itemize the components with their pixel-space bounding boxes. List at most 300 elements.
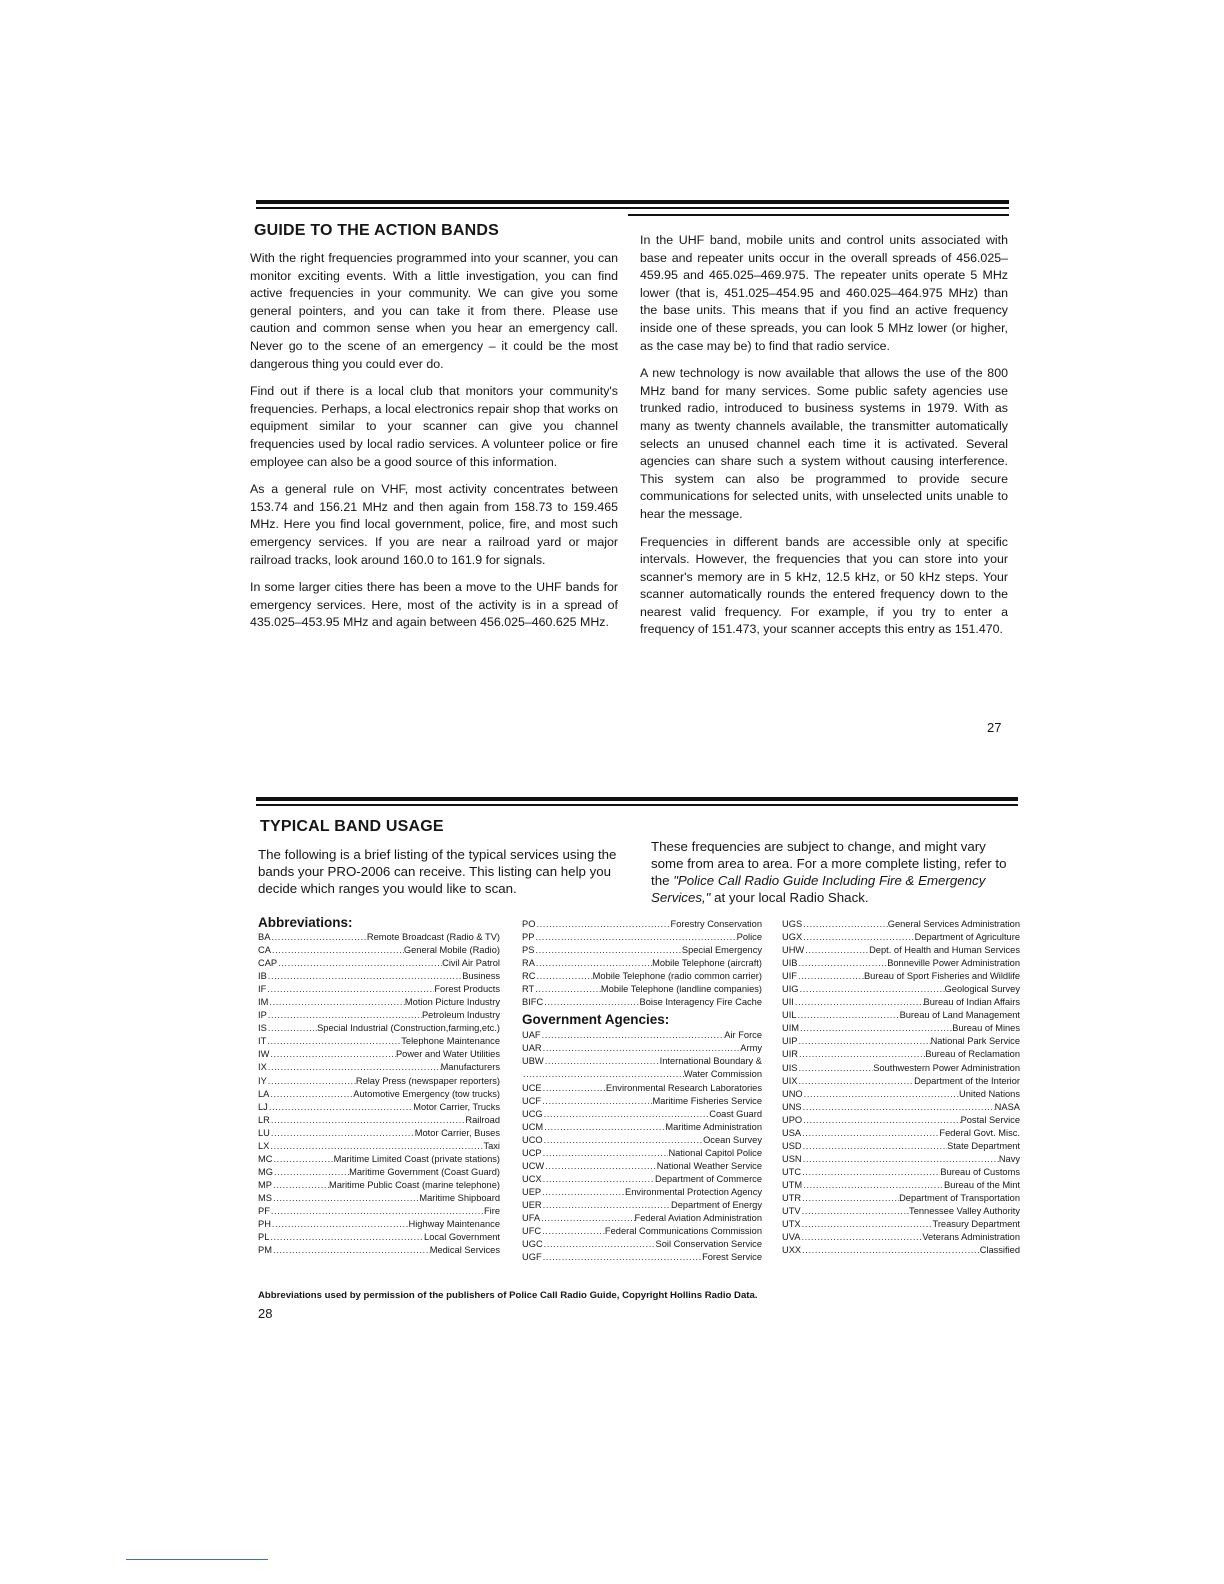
- abbr-row: [522, 983, 762, 996]
- abbr-row: [522, 931, 762, 944]
- abbr-leader-dots: [269, 1231, 424, 1244]
- guide-paragraph: With the right frequencies programmed into your scanner, you can monitor exciting events. With a little investigation, you can find active frequencies in your community. We can give you some general pointers, and you can take it from there. Please use caution and common sense when you hear an emergency call. Never go to the scene of an emergency – it could be the most dangerous thing you could ever do.: [250, 251, 618, 371]
- abbr-code: UIG: [782, 984, 799, 995]
- abbr-code: PM: [258, 1245, 272, 1256]
- abbr-description: Remote Broadcast (Radio & TV): [366, 932, 500, 942]
- abbr-description: Department of Transportation: [899, 1192, 1020, 1203]
- abbr-code: IF: [258, 984, 267, 995]
- abbr-description: Railroad: [465, 1114, 500, 1125]
- usage-intro-right-title: "Police Call Radio Guide Including Fire & Emergency Services,": [651, 873, 986, 905]
- abbr-row: [258, 983, 500, 996]
- abbr-description: Maritime Government (Coast Guard): [349, 1166, 500, 1177]
- abbr-code: PO: [522, 919, 536, 929]
- abbr-leader-dots: [543, 1134, 703, 1147]
- abbr-description: Motor Carrier, Trucks: [413, 1101, 500, 1112]
- abbr-row: [782, 996, 1020, 1009]
- abbr-code: UTM: [782, 1179, 803, 1190]
- abbr-description: Southwestern Power Administration: [873, 1062, 1020, 1073]
- abbr-leader-dots: [543, 1238, 656, 1251]
- abbr-row: [258, 1218, 500, 1231]
- abbr-row: [258, 1231, 500, 1244]
- abbr-description: Dept. of Health and Human Services: [869, 945, 1020, 956]
- abbr-row: [522, 1068, 762, 1081]
- abbr-description: Treasury Department: [932, 1219, 1020, 1230]
- abbr-description: Highway Maintenance: [408, 1219, 500, 1230]
- section-title-usage: TYPICAL BAND USAGE: [260, 818, 444, 835]
- abbr-row: [522, 1108, 762, 1121]
- abbr-leader-dots: [543, 1108, 710, 1121]
- abbr-column-1: [258, 914, 500, 1257]
- abbr-code: UAR: [522, 1043, 542, 1054]
- abbr-code: BA: [258, 932, 271, 942]
- abbr-leader-dots: [542, 1251, 702, 1264]
- abbr-row: [522, 1225, 762, 1238]
- abbr-leader-dots: [801, 1244, 980, 1257]
- abbr-leader-dots: [267, 1009, 422, 1022]
- abbr-leader-dots: [802, 1179, 944, 1192]
- header-rule-right: [628, 214, 1009, 216]
- usage-rule-top: [256, 797, 1018, 801]
- abbr-code: UIM: [782, 1023, 800, 1034]
- abbr-leader-dots: [267, 1022, 317, 1035]
- abbr-description: Bureau of Indian Affairs: [923, 997, 1020, 1008]
- abbr-row: [522, 1134, 762, 1147]
- abbr-row: [258, 996, 500, 1009]
- abbr-leader-dots: [540, 1212, 634, 1225]
- abbr-description: Maritime Administration: [665, 1121, 762, 1132]
- abbr-row: [522, 1212, 762, 1225]
- abbr-description: Taxi: [483, 1140, 500, 1151]
- abbr-code: USD: [782, 1140, 802, 1151]
- guide-paragraph: As a general rule on VHF, most activity concentrates between 153.74 and 156.21 MHz and then again from 158.73 to 159.465 MHz. Here you find local government, police, fire, and most such emergency services. If you are near a railroad yard or major railroad tracks, look around 160.0 to 161.9 for signals.: [250, 482, 618, 567]
- abbr-description: Power and Water Utilities: [395, 1049, 500, 1060]
- page-number-28: 28: [258, 1306, 273, 1321]
- abbr-description: Bureau of Land Management: [899, 1010, 1020, 1021]
- abbr-description: National Capitol Police: [668, 1147, 762, 1158]
- abbr-code: IX: [258, 1062, 267, 1073]
- abbr-row: [782, 1022, 1020, 1035]
- abbr-leader-dots: [270, 1205, 484, 1218]
- abbr-code: UGF: [522, 1252, 542, 1263]
- abbr-code: UCP: [522, 1147, 542, 1158]
- abbr-row: [258, 1192, 500, 1205]
- abbr-row: [522, 1173, 762, 1186]
- abbr-leader-dots: [798, 1062, 874, 1075]
- abbr-code: LX: [258, 1140, 270, 1151]
- abbr-leader-dots: [804, 944, 869, 957]
- abbr-row: [522, 1238, 762, 1251]
- abbr-description: Department of Energy: [671, 1199, 762, 1210]
- abbr-leader-dots: [266, 983, 434, 996]
- abbr-leader-dots: [541, 1225, 605, 1238]
- abbr-leader-dots: [543, 1121, 665, 1134]
- section-title-guide: GUIDE TO THE ACTION BANDS: [254, 222, 500, 239]
- abbr-row: [522, 1251, 762, 1264]
- abbr-row: [522, 918, 762, 931]
- abbr-description: Special Emergency: [681, 945, 762, 956]
- abbr-leader-dots: [802, 1153, 999, 1166]
- abbr-code: IP: [258, 1010, 267, 1021]
- abbr-row: [258, 1035, 500, 1048]
- abbr-leader-dots: [268, 996, 405, 1009]
- abbr-code: IT: [258, 1036, 267, 1047]
- abbr-code: LU: [258, 1127, 270, 1138]
- abbr-description: Bureau of Customs: [940, 1166, 1020, 1177]
- abbr-row: [782, 1153, 1020, 1166]
- abbr-description: Navy: [998, 1153, 1020, 1164]
- abbr-row: [258, 1166, 500, 1179]
- abbr-code: UCE: [522, 1082, 542, 1093]
- abbr-leader-dots: [542, 1199, 671, 1212]
- abbr-description: Mobile Telephone (radio common carrier): [592, 971, 762, 982]
- guide-paragraph: Find out if there is a local club that monitors your community's frequencies. Perhaps, a local electronics repair shop that works on equipment similar to your scanner can give you channel frequencies used by local radio services. A volunteer police or fire employee can also be a good source of this information.: [250, 384, 618, 469]
- abbr-code: LR: [258, 1114, 270, 1125]
- abbr-row: [258, 1075, 500, 1088]
- abbr-code: MC: [258, 1153, 273, 1164]
- abbr-list-2b: [522, 1029, 762, 1264]
- abbr-row: [258, 931, 500, 944]
- abbr-code: UGC: [522, 1239, 543, 1250]
- abbr-row: [782, 1075, 1020, 1088]
- abbr-row: [782, 970, 1020, 983]
- abbr-code: UAF: [522, 1030, 541, 1041]
- abbr-code: MS: [258, 1192, 272, 1203]
- abbr-description: Forest Service: [702, 1252, 762, 1263]
- guide-paragraph: In the UHF band, mobile units and control units associated with base and repeater units occur in the overall spreads of 456.025–459.95 and 465.025–469.975. The repeater units operate 5 MHz lower (that is, 451.025–454.95 and 460.025–464.975 MHz) than the base units. This means that if you find an active frequency inside one of these spreads, you can look 5 MHz lower (or higher, as the case may be) to find that radio service.: [640, 233, 1008, 353]
- abbr-row: [782, 1009, 1020, 1022]
- abbr-code: USA: [782, 1127, 802, 1138]
- abbr-code: LJ: [258, 1101, 268, 1112]
- abbr-description: Air Force: [724, 1030, 762, 1041]
- abbr-leader-dots: [268, 1101, 413, 1114]
- abbr-description: Geological Survey: [944, 984, 1020, 995]
- abbr-row: [522, 957, 762, 970]
- abbr-code: IS: [258, 1023, 267, 1034]
- abbr-leader-dots: [801, 1166, 940, 1179]
- abbr-code: RT: [522, 984, 535, 995]
- abbr-row: [782, 1218, 1020, 1231]
- abbr-description: National Park Service: [930, 1036, 1020, 1047]
- abbr-code: UCG: [522, 1108, 543, 1119]
- abbr-leader-dots: [270, 1114, 465, 1127]
- abbr-row: [782, 1114, 1020, 1127]
- abbr-description: Police: [736, 932, 762, 943]
- abbr-list-3: [782, 918, 1020, 1257]
- abbr-code: PP: [522, 932, 535, 943]
- abbr-row: [522, 1082, 762, 1095]
- abbr-row: [258, 1127, 500, 1140]
- abbr-leader-dots: [798, 1075, 915, 1088]
- abbr-leader-dots: [270, 1127, 415, 1140]
- abbr-code: UFA: [522, 1212, 541, 1223]
- abbr-row: [522, 1095, 762, 1108]
- abbr-row: [782, 983, 1020, 996]
- abbr-list-1: [258, 931, 500, 1257]
- abbr-leader-dots: [272, 1244, 430, 1257]
- abbr-code: UGS: [782, 919, 803, 929]
- abbr-code: UTR: [782, 1192, 802, 1203]
- abbr-description: National Weather Service: [656, 1160, 762, 1171]
- abbr-code: UCX: [522, 1173, 542, 1184]
- abbr-code: UCM: [522, 1121, 544, 1132]
- abbr-description: International Boundary &: [659, 1056, 762, 1067]
- usage-intro-right-end: at your local Radio Shack.: [710, 890, 869, 905]
- abbr-description: General Mobile (Radio): [403, 945, 500, 956]
- usage-intro-text: The following is a brief listing of the typical services using the bands your PRO-2006 can receive. This listing can help you decide which ranges you would like to scan.: [258, 847, 617, 896]
- abbr-leader-dots: [802, 918, 888, 931]
- abbr-description: Bureau of the Mint: [944, 1179, 1020, 1190]
- footnote: Abbreviations used by permission of the publishers of Police Call Radio Guide, Copyright Hollins Radio Data.: [258, 1290, 758, 1301]
- abbr-row: [522, 970, 762, 983]
- abbr-leader-dots: [799, 983, 945, 996]
- abbr-description: Tennessee Valley Authority: [909, 1206, 1020, 1217]
- abbr-description: Water Commission: [683, 1069, 762, 1080]
- abbr-leader-dots: [534, 983, 601, 996]
- abbr-row: [782, 1179, 1020, 1192]
- abbr-code: UIB: [782, 958, 798, 969]
- abbr-code: UTX: [782, 1219, 801, 1230]
- abbr-row: [782, 1048, 1020, 1061]
- abbr-code: UHW: [782, 945, 805, 956]
- abbr-row: [258, 1009, 500, 1022]
- abbr-leader-dots: [534, 944, 681, 957]
- guide-paragraph: A new technology is now available that allows the use of the 800 MHz band for many services. Some public safety agencies use trunked radio, introduced to business systems in 1979. With as many as twenty channels available, the transmitter automatically selects an unused channel each time it is activated. Several agencies can share such a system without causing interference. This system can also be programmed to provide secure communications for selected units, with unselected units unable to hear the message.: [640, 366, 1008, 521]
- abbr-code: PF: [258, 1205, 270, 1216]
- abbr-row: [522, 1160, 762, 1173]
- abbr-code: UIS: [782, 1062, 798, 1073]
- abbr-description: Relay Press (newspaper reporters): [355, 1075, 500, 1086]
- abbr-leader-dots: [535, 918, 670, 931]
- abbr-leader-dots: [277, 957, 442, 970]
- abbr-description: State Department: [947, 1140, 1020, 1151]
- abbr-code: RC: [522, 971, 536, 982]
- abbr-description: Postal Service: [960, 1114, 1020, 1125]
- abbr-leader-dots: [542, 1042, 741, 1055]
- abbr-description: Petroleum Industry: [421, 1010, 500, 1021]
- abbr-row: [522, 1055, 762, 1068]
- abbr-leader-dots: [270, 931, 366, 944]
- abbr-description: Manufacturers: [440, 1062, 500, 1073]
- abbr-row: [258, 1048, 500, 1061]
- guide-right-column: [640, 232, 1008, 649]
- abbr-description: Motor Carrier, Buses: [414, 1127, 500, 1138]
- abbr-code: UII: [782, 997, 794, 1008]
- abbr-code: IB: [258, 971, 267, 982]
- usage-intro-text-right: [651, 838, 1019, 906]
- abbr-row: [782, 944, 1020, 957]
- abbr-description: Federal Aviation Administration: [634, 1212, 762, 1223]
- abbr-leader-dots: [266, 1035, 401, 1048]
- abbr-code: UNO: [782, 1088, 803, 1099]
- abbr-row: [258, 1205, 500, 1218]
- guide-paragraph: Frequencies in different bands are accessible only at specific intervals. However, the frequencies that you can store into your scanner's memory are in 5 kHz, 12.5 kHz, or 50 kHz steps. Your scanner automatically rounds the entered frequency down to the nearest valid frequency. For example, if you try to enter a frequency of 151.473, your scanner accepts this entry as 151.470.: [640, 534, 1008, 637]
- abbr-leader-dots: [801, 1205, 909, 1218]
- abbr-leader-dots: [798, 957, 888, 970]
- abbr-row: [782, 1088, 1020, 1101]
- abbr-leader-dots: [543, 996, 639, 1009]
- abbr-leader-dots: [801, 1192, 899, 1205]
- abbr-leader-dots: [272, 1153, 333, 1166]
- abbr-row: [522, 1199, 762, 1212]
- abbr-code: LA: [258, 1088, 270, 1099]
- abbr-row: [782, 957, 1020, 970]
- abbr-code: USN: [782, 1153, 802, 1164]
- abbr-code: IM: [258, 997, 269, 1008]
- abbr-description: Maritime Limited Coast (private stations): [333, 1153, 500, 1164]
- abbr-description: Bureau of Sport Fisheries and Wildlife: [863, 971, 1020, 982]
- abbr-code: UCO: [522, 1134, 543, 1145]
- abbr-column-2: [522, 918, 762, 1264]
- abbr-code: UBW: [522, 1056, 544, 1067]
- abbr-leader-dots: [802, 1114, 960, 1127]
- abbr-code: UCW: [522, 1160, 545, 1171]
- abbr-description: Veterans Administration: [922, 1232, 1020, 1243]
- footnote-separator: [126, 1559, 268, 1560]
- abbr-description: Fire: [483, 1205, 500, 1216]
- abbr-leader-dots: [271, 1218, 409, 1231]
- abbr-row: [782, 1205, 1020, 1218]
- abbr-description: Classified: [979, 1245, 1020, 1256]
- abbr-description: Army: [740, 1043, 762, 1054]
- government-heading: Government Agencies:: [522, 1012, 670, 1028]
- abbr-code: RA: [522, 958, 535, 969]
- abbr-leader-dots: [269, 1140, 483, 1153]
- abbr-column-3: [782, 918, 1020, 1257]
- abbr-leader-dots: [534, 931, 736, 944]
- abbr-leader-dots: [798, 1048, 925, 1061]
- abbr-row: [258, 1140, 500, 1153]
- abbr-description: Department of Agriculture: [914, 932, 1020, 943]
- abbr-description: Maritime Shipboard: [419, 1192, 500, 1203]
- abbr-description: Maritime Public Coast (marine telephone): [328, 1179, 500, 1190]
- abbr-description: Forestry Conservation: [670, 919, 762, 929]
- abbr-leader-dots: [272, 1179, 329, 1192]
- abbr-row: [782, 1244, 1020, 1257]
- abbr-leader-dots: [542, 1082, 606, 1095]
- abbr-row: [258, 944, 500, 957]
- abbr-code: MG: [258, 1166, 273, 1177]
- abbr-description: Environmental Protection Agency: [625, 1186, 762, 1197]
- abbr-description: NASA: [994, 1101, 1020, 1112]
- abbr-description: Maritime Fisheries Service: [652, 1095, 762, 1106]
- abbr-row: [782, 1127, 1020, 1140]
- abbr-description: Mobile Telephone (aircraft): [652, 958, 762, 969]
- abbr-code: UVA: [782, 1232, 801, 1243]
- abbr-code: UXX: [782, 1245, 802, 1256]
- abbr-leader-dots: [541, 1029, 725, 1042]
- page-number-27: 27: [987, 720, 1002, 735]
- abbr-leader-dots: [801, 1127, 939, 1140]
- abbr-row: [522, 1121, 762, 1134]
- abbr-description: Bureau of Reclamation: [925, 1049, 1020, 1060]
- abbr-leader-dots: [542, 1173, 655, 1186]
- abbr-row: [782, 1101, 1020, 1114]
- abbr-row: [522, 996, 762, 1009]
- abbr-leader-dots: [535, 970, 592, 983]
- abbr-leader-dots: [802, 931, 914, 944]
- abbr-row: [782, 1192, 1020, 1205]
- abbr-row: [258, 1244, 500, 1257]
- abbr-code: UEP: [522, 1186, 542, 1197]
- abbr-leader-dots: [541, 1186, 625, 1199]
- abbr-description: Mobile Telephone (landline companies): [600, 984, 762, 995]
- abbr-row: [522, 1147, 762, 1160]
- abbr-row: [258, 970, 500, 983]
- abbr-description: Forest Products: [434, 984, 500, 995]
- abbr-description: Department of Commerce: [655, 1173, 762, 1184]
- abbr-code: UTV: [782, 1206, 801, 1217]
- abbr-leader-dots: [535, 957, 652, 970]
- abbr-leader-dots: [271, 944, 404, 957]
- abbr-row: [522, 944, 762, 957]
- abbr-leader-dots: [541, 1095, 652, 1108]
- usage-rule-thin: [256, 804, 1018, 806]
- abbr-leader-dots: [797, 970, 864, 983]
- abbr-description: Environmental Research Laboratories: [605, 1082, 762, 1093]
- abbr-row: [782, 931, 1020, 944]
- abbr-description: Bureau of Mines: [952, 1023, 1020, 1034]
- abbr-code: UPO: [782, 1114, 803, 1125]
- abbr-code: CA: [258, 945, 271, 956]
- abbr-leader-dots: [800, 1231, 922, 1244]
- abbr-row: [782, 1166, 1020, 1179]
- abbr-leader-dots: [802, 1101, 995, 1114]
- abbr-row: [258, 1088, 500, 1101]
- abbr-code: UGX: [782, 932, 803, 943]
- header-rule-top: [256, 200, 1009, 204]
- abbr-description: Coast Guard: [709, 1108, 762, 1119]
- abbr-row: [258, 1114, 500, 1127]
- abbr-description: General Services Administration: [887, 919, 1020, 929]
- abbr-description: Medical Services: [429, 1245, 500, 1256]
- abbr-leader-dots: [794, 996, 924, 1009]
- abbr-description: Ocean Survey: [703, 1134, 762, 1145]
- usage-intro-right: [651, 838, 1019, 906]
- abbr-code: PL: [258, 1232, 270, 1243]
- abbr-leader-dots: [273, 1166, 349, 1179]
- abbr-description: Civil Air Patrol: [442, 958, 500, 969]
- abbr-description: Automotive Emergency (tow trucks): [353, 1088, 500, 1099]
- abbr-leader-dots: [544, 1160, 657, 1173]
- abbr-row: [258, 1153, 500, 1166]
- abbr-row: [782, 1062, 1020, 1075]
- abbr-leader-dots: [803, 1088, 959, 1101]
- abbr-code: UIL: [782, 1010, 797, 1021]
- abbr-code: IW: [258, 1049, 270, 1060]
- abbr-code: MP: [258, 1179, 272, 1190]
- abbr-description: Soil Conservation Service: [655, 1239, 762, 1250]
- abbr-row: [782, 1035, 1020, 1048]
- abbr-description: Boise Interagency Fire Cache: [639, 997, 762, 1008]
- abbr-leader-dots: [799, 1022, 952, 1035]
- abbr-row: [258, 1022, 500, 1035]
- abbr-leader-dots: [267, 970, 462, 983]
- abbr-code: UIX: [782, 1075, 798, 1086]
- abbr-code: UCF: [522, 1095, 542, 1106]
- abbr-description: Telephone Maintenance: [401, 1036, 500, 1047]
- abbr-description: Special Industrial (Construction,farming,etc.): [317, 1023, 500, 1034]
- abbr-description: Bonneville Power Administration: [887, 958, 1020, 969]
- abbr-code: UTC: [782, 1166, 802, 1177]
- guide-paragraph: In some larger cities there has been a move to the UHF bands for emergency services. Here, most of the activity is in a spread of 435.025–453.95 MHz and again between 456.025–460.625 MHz.: [250, 580, 618, 630]
- abbr-code: UIF: [782, 971, 797, 982]
- abbr-leader-dots: [542, 1147, 669, 1160]
- usage-intro-right-text: These frequencies are subject to change, and might vary some from area to area. For a more complete listing, refer to the: [651, 839, 1007, 888]
- abbr-code: IY: [258, 1075, 267, 1086]
- abbr-description: Motion Picture Industry: [404, 997, 500, 1008]
- abbr-code: PH: [258, 1219, 271, 1230]
- abbr-leader-dots: [796, 1009, 899, 1022]
